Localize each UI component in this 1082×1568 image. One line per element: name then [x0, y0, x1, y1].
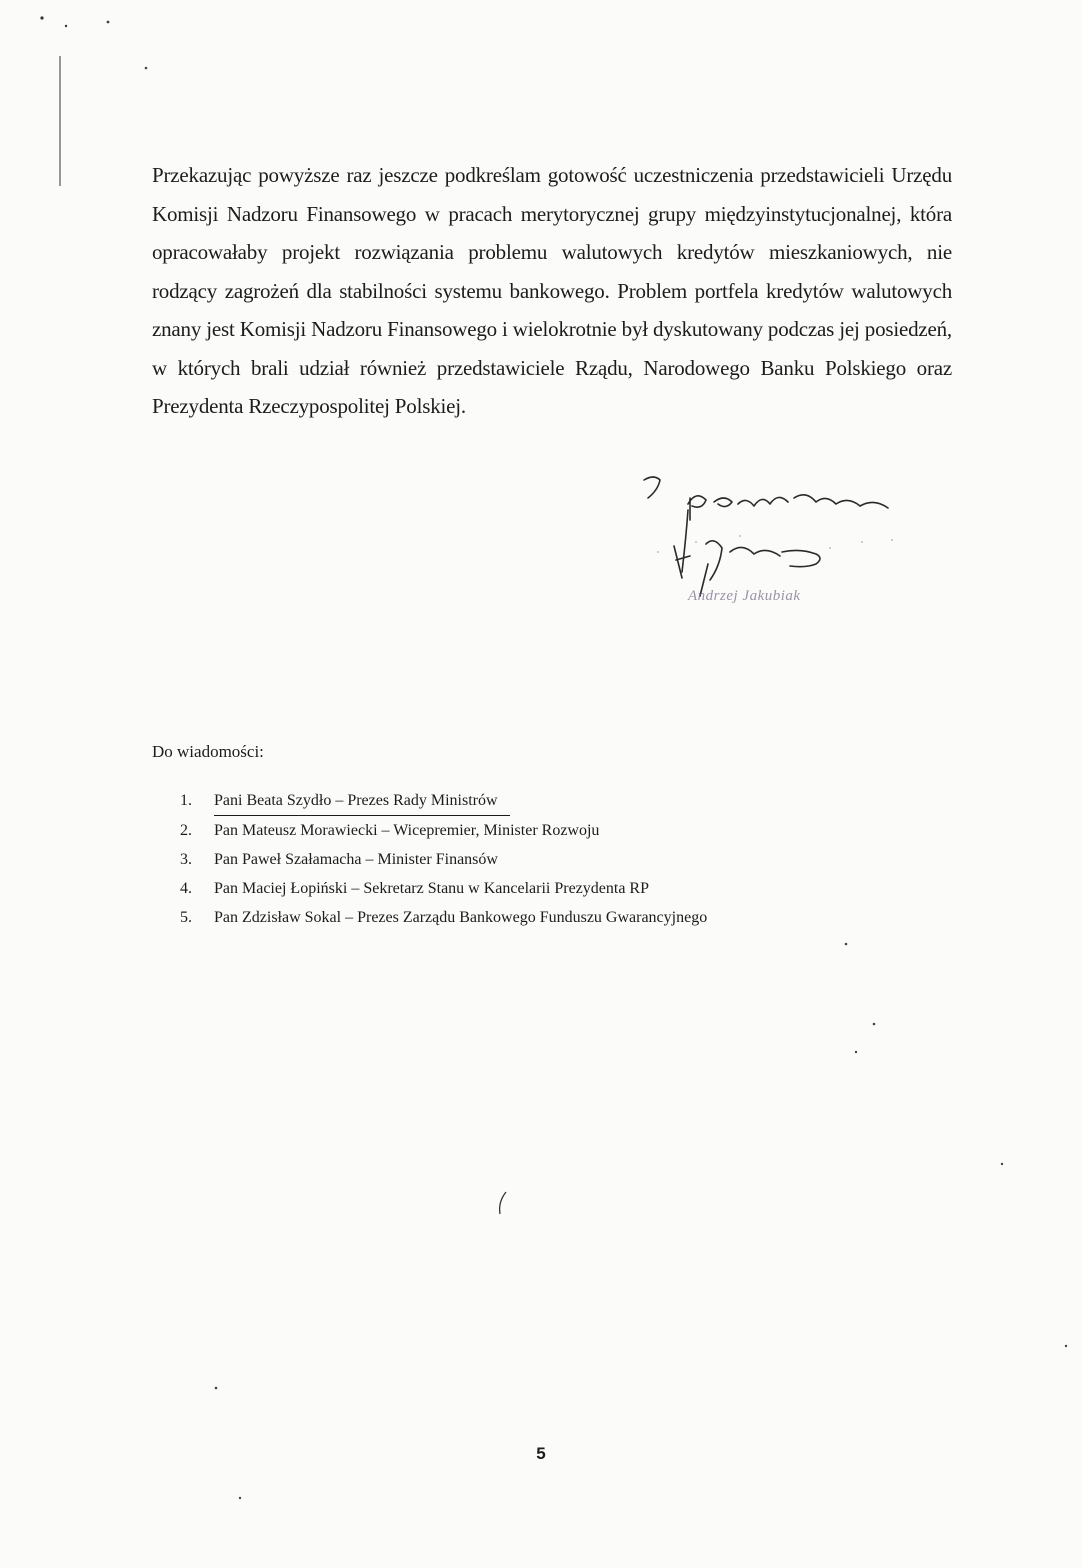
list-item — [180, 786, 707, 816]
list-item-number: 4. — [180, 880, 192, 897]
distribution-heading: Do wiadomości: — [152, 742, 264, 761]
list-item — [180, 874, 707, 903]
list-item-number: 5. — [180, 909, 192, 926]
signature-stamp-name: Andrzej Jakubiak — [688, 588, 801, 604]
list-item — [180, 816, 707, 845]
letter-paragraph: Przekazując powyższe raz jeszcze podkreślam gotowość uczestniczenia przedstawicieli Urzędu Komisji Nadzoru Finansowego w pracach merytorycznej grupy międzyinstytucjonalnej, która opracowałaby projekt rozwiązania problemu walutowych kredytów mieszkaniowych, nie rodzący zagrożeń dla stabilności systemu bankowego. Problem portfela kredytów walutowych znany jest Komisji Nadzoru Finansowego i wielokrotnie był dyskutowany podczas jej posiedzeń, w których brali udział również przedstawiciele Rządu, Narodowego Banku Polskiego oraz Prezydenta Rzeczypospolitej Polskiej. — [152, 163, 952, 418]
page-number: 5 — [536, 1444, 546, 1463]
list-item-number: 1. — [180, 792, 192, 809]
list-item-number: 3. — [180, 851, 192, 868]
scan-margin-marks — [30, 8, 160, 198]
list-item-number: 2. — [180, 822, 192, 839]
scan-specks — [0, 900, 1082, 1520]
list-item-text: Pan Zdzisław Sokal – Prezes Zarządu Bankowego Funduszu Gwarancyjnego — [214, 909, 708, 926]
list-item-text: Pan Mateusz Morawiecki – Wicepremier, Minister Rozwoju — [214, 822, 600, 839]
list-item-text: Pan Maciej Łopiński – Sekretarz Stanu w Kancelarii Prezydenta RP — [214, 880, 649, 897]
list-item — [180, 845, 707, 874]
list-item-text: Pani Beata Szydło – Prezes Rady Ministrów — [214, 786, 510, 816]
list-item-text: Pan Paweł Szałamacha – Minister Finansów — [214, 851, 498, 868]
